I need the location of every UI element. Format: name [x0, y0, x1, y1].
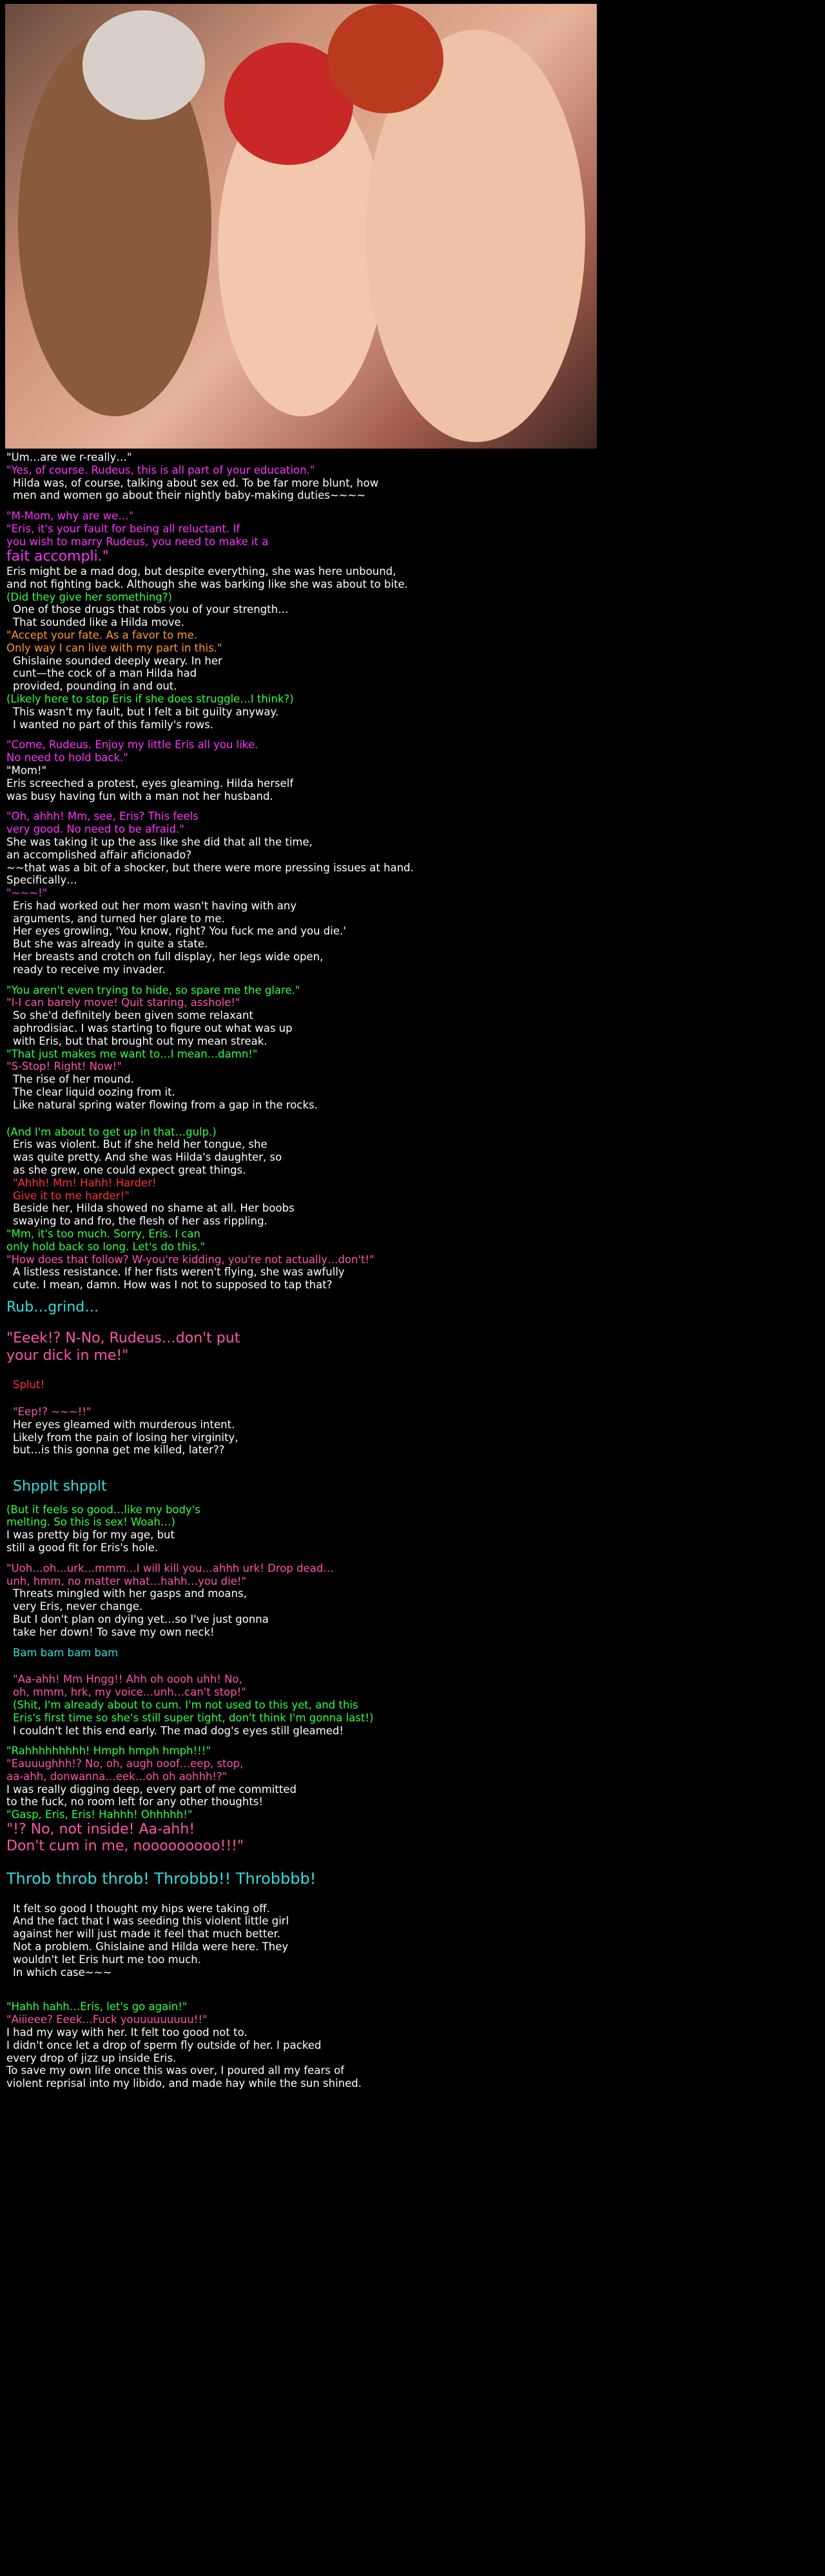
line: Specifically… — [6, 874, 77, 887]
line: This wasn't my fault, but I felt a bit guilty anyway. — [13, 705, 279, 718]
line: "That just makes me want to…I mean…damn!" — [6, 1047, 258, 1060]
line: Splut! — [13, 1379, 45, 1391]
line: "Yes, of course. Rudeus, this is all part of your education." — [6, 463, 315, 476]
line: with Eris, but that brought out my mean streak. — [13, 1034, 267, 1047]
line: was quite pretty. And she was Hilda's daughter, so — [13, 1151, 282, 1164]
line: (Shit, I'm already about to cum. I'm not used to this yet, and this — [13, 1698, 358, 1711]
line: Rub…grind… — [6, 1299, 99, 1315]
line: To save my own life once this was over, I poured all my fears of — [6, 2064, 344, 2077]
line: Ghislaine sounded deeply weary. In her — [13, 654, 222, 667]
line: "M-Mom, why are we…" — [6, 510, 134, 523]
line: "Aa-ahh! Mm Hngg!! Ahh oh oooh uhh! No, — [13, 1673, 242, 1686]
line: Throb throb throb! Throbbb!! Throbbbb! — [6, 1869, 316, 1888]
line: Her breasts and crotch on full display, her legs wide open, — [13, 951, 324, 964]
line: very Eris, never change. — [13, 1600, 143, 1613]
line: "Eauuughhh!? No, oh, augh ooof…eep, stop, — [6, 1758, 244, 1770]
line: Eris was violent. But if she held her tongue, she — [13, 1138, 267, 1151]
line: very good. No need to be afraid." — [6, 823, 184, 836]
line: still a good fit for Eris's hole. — [6, 1541, 159, 1554]
line: (Did they give her something?) — [6, 590, 172, 603]
line: "You aren't even trying to hide, so spare me the glare." — [6, 983, 300, 996]
line: Eris's first time so she's still super tight, don't think I'm gonna last!) — [13, 1711, 374, 1724]
line: Bam bam bam bam — [13, 1646, 119, 1659]
line: cute. I mean, damn. How was I not to supposed to tap that? — [13, 1279, 333, 1292]
line: I couldn't let this end early. The mad dog's eyes still gleamed! — [13, 1724, 344, 1737]
line: "Hahh hahh…Eris, let's go again!" — [6, 2000, 188, 2013]
illustration-hair-right — [327, 4, 443, 113]
line: "Ahhh! Mm! Hahh! Harder! — [13, 1176, 157, 1189]
line: you wish to marry Rudeus, you need to make it a — [6, 535, 269, 548]
line: take her down! To save my own neck! — [13, 1625, 215, 1638]
line: fait accompli." — [6, 548, 109, 565]
line: provided, pounding in and out. — [13, 680, 177, 693]
line: Eris had worked out her mom wasn't having with any — [13, 899, 297, 912]
line: "Uoh…oh…urk…mmm…I will kill you…ahhh urk! Drop dead… — [6, 1562, 334, 1574]
line: Not a problem. Ghislaine and Hilda were here. They — [13, 1941, 289, 1953]
line: unh, hmm, no matter what…hahh…you die!" — [6, 1574, 247, 1587]
line: But I don't plan on dying yet…so I've just gonna — [13, 1612, 269, 1625]
illustration — [5, 4, 597, 449]
line: Likely from the pain of losing her virginity, — [13, 1431, 238, 1444]
line: Threats mingled with her gasps and moans, — [13, 1587, 247, 1600]
line: cunt—the cock of a man Hilda had — [13, 667, 197, 680]
line: (Likely here to stop Eris if she does struggle…I think?) — [6, 692, 294, 705]
line: I had my way with her. It felt too good not to. — [6, 2026, 248, 2039]
line: And the fact that I was seeding this violent little girl — [13, 1915, 289, 1928]
line: So she'd definitely been given some relaxant — [13, 1009, 253, 1022]
line: ready to receive my invader. — [13, 963, 166, 976]
line: No need to hold back." — [6, 751, 128, 764]
line: but…is this gonna get me killed, later?? — [13, 1444, 225, 1457]
line: "Mom!" — [6, 764, 47, 777]
line: only hold back so long. Let's do this." — [6, 1240, 206, 1253]
line: "Eeek!? N-No, Rudeus…don't put — [6, 1330, 240, 1347]
line: Don't cum in me, nooooooooo!!!" — [6, 1838, 244, 1855]
line: Beside her, Hilda showed no shame at all. Her boobs — [13, 1202, 295, 1215]
line: Only way I can live with my part in this." — [6, 641, 222, 654]
line: and not fighting back. Although she was barking like she was about to bite. — [6, 577, 408, 590]
line: Eris screeched a protest, eyes gleaming. Hilda herself — [6, 777, 294, 789]
line: was busy having fun with a man not her husband. — [6, 789, 273, 802]
line: "!? No, not inside! Aa-ahh! — [6, 1821, 195, 1838]
line: aphrodisiac. I was starting to figure out what was up — [13, 1022, 293, 1035]
line: an accomplished affair aficionado? — [6, 848, 192, 861]
line: melting. So this is sex! Woah…) — [6, 1516, 175, 1529]
line: It felt so good I thought my hips were taking off. — [13, 1902, 270, 1915]
line: I didn't once let a drop of sperm fly outside of her. I packed — [6, 2039, 322, 2051]
line: Shpplt shpplt — [13, 1478, 107, 1495]
line: "Accept your fate. As a favor to me. — [6, 628, 198, 641]
line: Her eyes gleamed with murderous intent. — [13, 1418, 235, 1431]
line: every drop of jizz up inside Eris. — [6, 2051, 177, 2064]
line: Like natural spring water flowing from a gap in the rocks. — [13, 1098, 318, 1111]
line: Her eyes growling, 'You know, right? You fuck me and you die.' — [13, 925, 346, 938]
line: "Oh, ahhh! Mm, see, Eris? This feels — [6, 810, 199, 823]
line: "How does that follow? W-you're kidding, you're not actually…don't!" — [6, 1253, 374, 1266]
line: A listless resistance. If her fists weren't flying, she was awfully — [13, 1266, 345, 1279]
line: In which case~~~ — [13, 1966, 112, 1979]
line: One of those drugs that robs you of your strength… — [13, 603, 289, 616]
line: ~~that was a bit of a shocker, but there were more pressing issues at hand. — [6, 861, 414, 874]
line: to the fuck, no room left for any other thoughts! — [6, 1796, 264, 1808]
line: against her will just made it feel that much better. — [13, 1928, 281, 1941]
illustration-hair-left — [82, 10, 205, 120]
line: "S-Stop! Right! Now!" — [6, 1060, 122, 1073]
line: (And I'm about to get up in that…gulp.) — [6, 1125, 217, 1138]
line: "Eep!? ~~~!!" — [13, 1405, 92, 1418]
line: "Gasp, Eris, Eris! Hahhh! Ohhhhh!" — [6, 1808, 193, 1821]
line: She was taking it up the ass like she did that all the time, — [6, 835, 313, 848]
line: violent reprisal into my libido, and made hay while the sun shined. — [6, 2077, 362, 2090]
line: "Aiiieee? Eeek…Fuck youuuuuuuuu!!" — [6, 2013, 208, 2026]
line: arguments, and turned her glare to me. — [13, 912, 225, 925]
line: aa-ahh, donwanna…eek…oh oh aohhh!?" — [6, 1770, 228, 1783]
line: "Um…are we r-really…" — [6, 451, 132, 463]
line: That sounded like a Hilda move. — [13, 616, 184, 629]
line: (But it feels so good…like my body's — [6, 1503, 200, 1516]
line: oh, mmm, hrk, my voice…unh…can't stop!" — [13, 1686, 246, 1699]
line: as she grew, one could expect great things. — [13, 1164, 246, 1177]
line: your dick in me!" — [6, 1347, 129, 1364]
story-text — [6, 451, 587, 2090]
line: I wanted no part of this family's rows. — [13, 718, 214, 731]
line: Eris might be a mad dog, but despite everything, she was here unbound, — [6, 565, 396, 577]
line: "Come, Rudeus. Enjoy my little Eris all you like. — [6, 739, 258, 751]
line: Hilda was, of course, talking about sex ed. To be far more blunt, how — [13, 476, 379, 489]
line: "Eris, it's your fault for being all reluctant. If — [6, 522, 240, 535]
line: The rise of her mound. — [13, 1073, 134, 1086]
line: The clear liquid oozing from it. — [13, 1086, 175, 1099]
line: "Mm, it's too much. Sorry, Eris. I can — [6, 1228, 201, 1241]
line: men and women go about their nightly baby-making duties~~~~ — [13, 489, 366, 502]
line: wouldn't let Eris hurt me too much. — [13, 1953, 201, 1966]
line: "Rahhhhhhhhh! Hmph hmph hmph!!!" — [6, 1745, 211, 1758]
line: I was really digging deep, every part of me committed — [6, 1783, 296, 1796]
line: "~~~!" — [6, 887, 48, 900]
line: "I-I can barely move! Quit staring, asshole!" — [6, 996, 240, 1009]
line: I was pretty big for my age, but — [6, 1529, 175, 1542]
line: But she was already in quite a state. — [13, 938, 208, 951]
line: swaying to and fro, the flesh of her ass rippling. — [13, 1215, 267, 1228]
line: Give it to me harder!" — [13, 1189, 130, 1202]
